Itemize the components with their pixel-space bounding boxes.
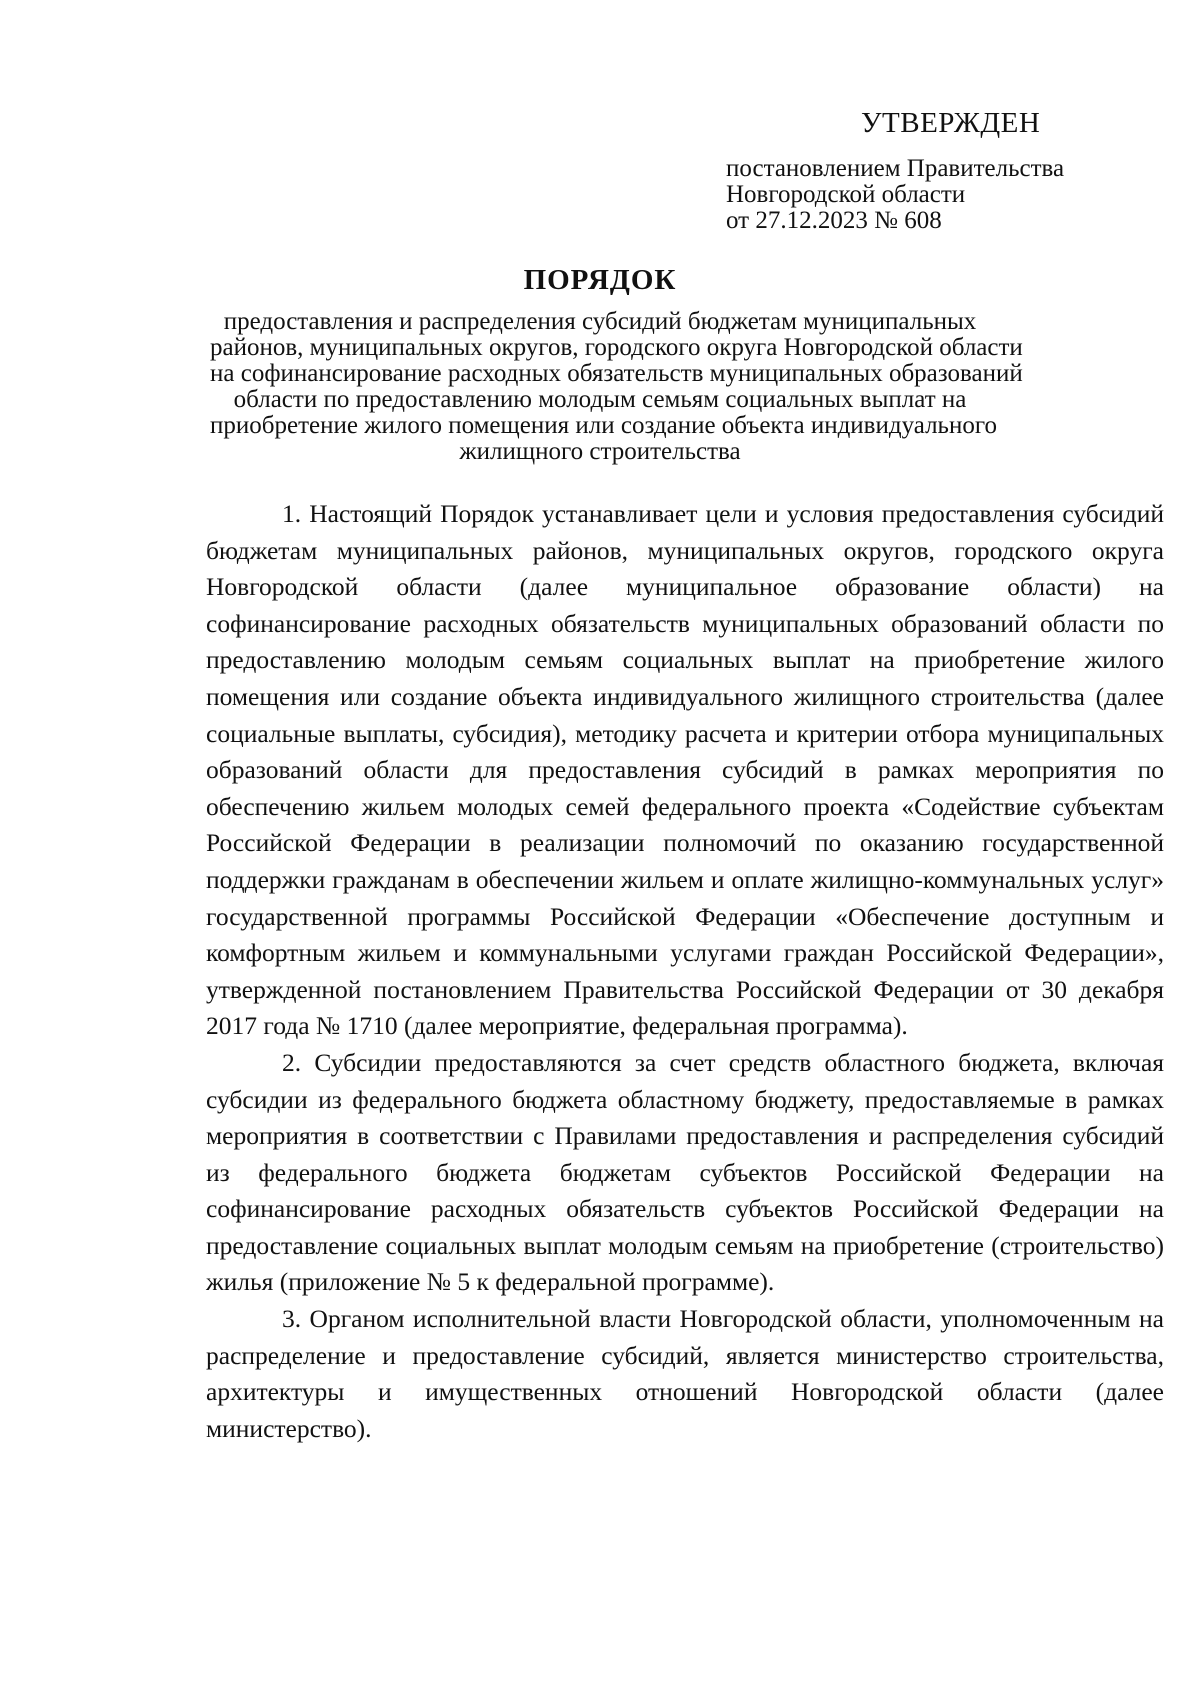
approval-title: УТВЕРЖДЕН [861, 107, 1041, 139]
approval-line-1: постановлением Правительства [726, 155, 1065, 182]
subtitle-line: предоставления и распределения субсидий бюджетам муниципальных [223, 308, 977, 335]
subtitle-line: области по предоставлению молодым семьям социальных выплат на [233, 386, 967, 413]
paragraph-2: 2. Субсидии предоставляются за счет средств областного бюджета, включая субсидии из федерального бюджета областному бюджету, предоставляемые в рамках мероприятия в соответствии с Правилами предоставления и распределения субсидий из федерального бюджета бюджетам субъектов Российской Федерации на софинансирование расходных обязательств субъектов Российской Федерации на предоставление социальных выплат молодым семьям на приобретение (строительство) жилья (приложение № 5 к федеральной программе). [206, 1047, 1164, 1297]
approval-line-2: Новгородской области [726, 181, 966, 208]
paragraph-3: 3. Органом исполнительной власти Новгородской области, уполномоченным на распределение и предоставление субсидий, является министерство строительства, архитектуры и имущественных отношений Новгородской области (далее министерство). [206, 1304, 1164, 1443]
subtitle-line: приобретение жилого помещения или создание объекта индивидуального [210, 412, 997, 439]
approval-line-3: от 27.12.2023 № 608 [726, 207, 942, 234]
document-title: ПОРЯДОК [523, 264, 677, 296]
subtitle-line: районов, муниципальных округов, городского округа Новгородской области [210, 334, 1023, 361]
subtitle-line: на софинансирование расходных обязательств муниципальных образований [210, 360, 1023, 387]
subtitle-line: жилищного строительства [459, 438, 741, 465]
document-body [206, 496, 1164, 1447]
paragraph-1: 1. Настоящий Порядок устанавливает цели и условия предоставления субсидий бюджетам муниципальных районов, муниципальных округов, городского округа Новгородской области (далее муниципальное образование области) на софинансирование расходных обязательств муниципальных образований области по предоставлению молодым семьям социальных выплат на приобретение жилого помещения или создание объекта индивидуального жилищного строительства (далее социальные выплаты, субсидия), методику расчета и критерии отбора муниципальных образований области для предоставления субсидий в рамках мероприятия по обеспечению жильем молодых семей федерального проекта «Содействие субъектам Российской Федерации в реализации полномочий по оказанию государственной поддержки гражданам в обеспечении жильем и оплате жилищно-коммунальных услуг» государственной программы Российской Федерации «Обеспечение доступным и комфортным жильем и коммунальными услугами граждан Российской Федерации», утвержденной постановлением Правительства Российской Федерации от 30 декабря 2017 года № 1710 (далее мероприятие, федеральная программа). [206, 499, 1164, 1041]
approval-stamp [726, 106, 1166, 234]
document-subtitle [210, 308, 1023, 465]
